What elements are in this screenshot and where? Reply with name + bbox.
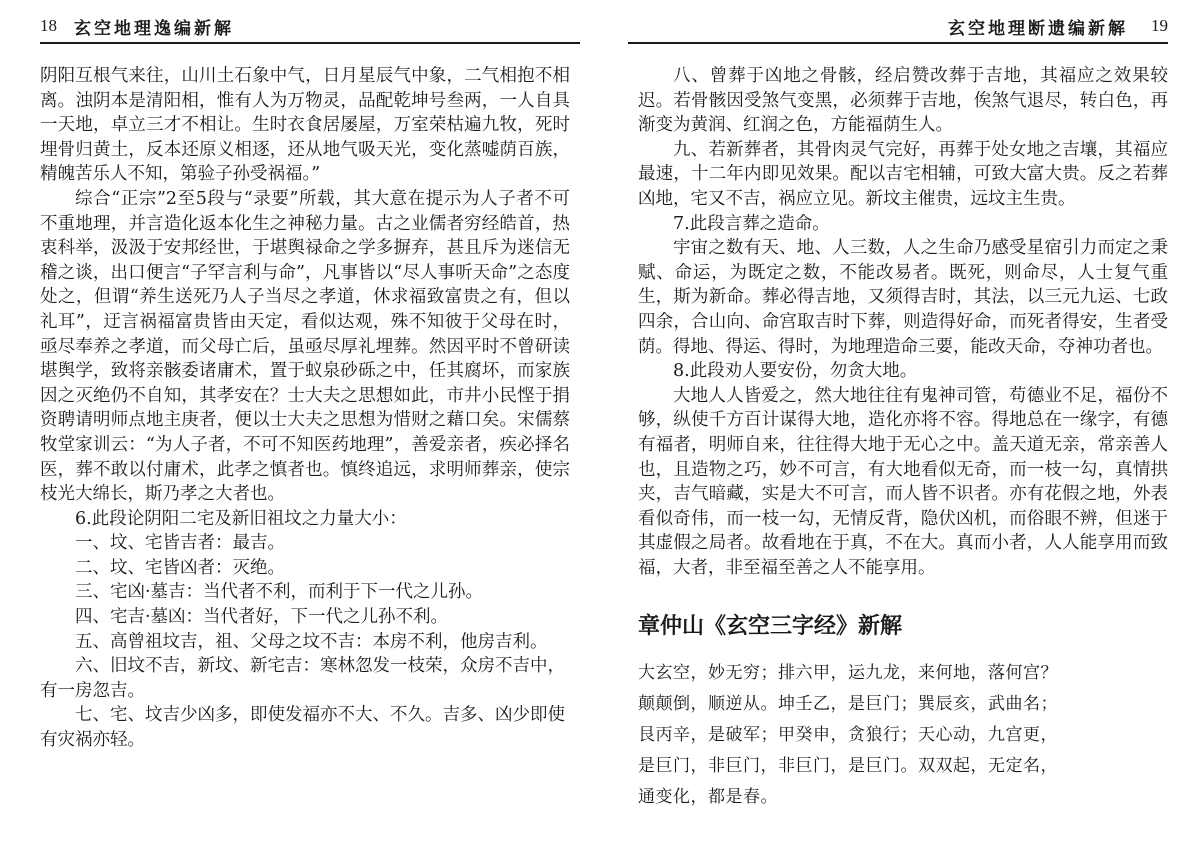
- verse-line: 颠颠倒，顺逆从。坤壬乙，是巨门；巽辰亥，武曲名；: [638, 694, 1058, 715]
- left-page-header: [40, 14, 580, 40]
- paragraph: 九、若新葬者，其骨肉灵气完好，再葬于处女地之吉壤，其福应最速，十二年内即见效果。配以吉宅相辅，可致大富大贵。反之若葬凶地，宅又不吉，祸应立见。新坟主催贵，远坟主生贵。: [638, 139, 1168, 209]
- paragraph: 宇宙之数有天、地、人三数，人之生命乃感受星宿引力而定之秉赋、命运，为既定之数，不能改易者。既死，则命尽，人士复气重生，斯为新命。葬必得吉地，又须得吉时，其法，以三元九运、七政四余，合山向、命宫取吉时下葬，则造得好命，而死者得安，生者受荫。得地、得运、得时，为地理造命三要，能改天命，夺神功者也。: [638, 238, 1168, 357]
- verse-line: 是巨门，非巨门，非巨门，是巨门。双双起，无定名，: [638, 755, 1058, 776]
- list-item: 二、坟、宅皆凶者：灭绝。: [75, 557, 285, 578]
- header-rule: [628, 42, 1168, 44]
- header-rule: [40, 42, 580, 44]
- list-item: 五、高曾祖坟吉，祖、父母之坟不吉：本房不利，他房吉利。: [75, 631, 548, 652]
- right-page-header: [628, 14, 1168, 40]
- list-item: 三、宅凶·墓吉：当代者不利，而利于下一代之儿孙。: [75, 582, 484, 603]
- list-item: 四、宅吉·墓凶：当代者好，下一代之儿孙不利。: [75, 607, 449, 628]
- right-page: [600, 0, 1199, 860]
- paragraph: 综合“正宗”2至5段与“录要”所载，其大意在提示为人子者不可不重地理，并言造化返本化生之神秘力量。古之业儒者穷经皓首，热衷科举，汲汲于安邦经世，于堪舆禄命之学多摒弃，甚且斥为迷信无稽之谈，出口便言“子罕言利与命”，凡事皆以“尽人事听天命”之态度处之，但谓“养生送死乃人子当尽之孝道，休求福致富贵之有，但以礼耳”，迂言祸福富贵皆由天定，看似达观，殊不知彼于父母在时，亟尽奉养之孝道，而父母亡后，虽亟尽厚礼埋葬。然因平时不曾研读堪舆学，致将亲骸委诸庸术，置于蚁泉砂砾之中，任其腐坏，而家族因之灭绝仍不自知，其孝安在？士大夫之思想如此，市井小民悭于捐资聘请明师点地主庚者，便以士大夫之思想为惜财之藉口矣。宋儒蔡牧堂家训云：“为人子者，不可不知医药地理”，善爱亲者，疾必择名医，葬不敢以付庸术，此孝之慎者也。慎终追远，求明师葬亲，使宗枝光大绵长，斯乃孝之大者也。: [40, 188, 570, 505]
- running-title: 玄空地理断遗编新解: [948, 19, 1128, 39]
- verse-line: 通变化，都是春。: [638, 786, 778, 807]
- paragraph: 8.此段劝人要安份，勿贪大地。: [673, 361, 918, 382]
- paragraph: 阴阳互根气来往，山川土石象中气，日月星辰气中象，二气相抱不相离。浊阴本是清阳相，惟有人为万物灵，品配乾坤号叁两，一人自具一天地，卓立三才不相让。生时衣食居屡屋，万室荣枯遍九牧，死时埋骨归黄土，反本还原义相逐，还从地气吸天光，变化蒸嘘荫百族，精魄苦乐人不知，第验子孙受祸福。”: [40, 66, 570, 185]
- paragraph: 7.此段言葬之造命。: [673, 213, 830, 234]
- paragraph: 6.此段论阴阳二宅及新旧祖坟之力量大小：: [75, 508, 407, 529]
- list-item: 六、旧坟不吉，新坟、新宅吉：寒林忽发一枝荣，众房不吉中，有一房忽吉。: [40, 656, 565, 701]
- section-title: 章仲山《玄空三字经》新解: [638, 614, 903, 640]
- left-page-body: [40, 64, 570, 753]
- paragraph: 八、曾葬于凶地之骨骸，经启赞改葬于吉地，其福应之效果较迟。若骨骸因受煞气变黑，必须葬于吉地，俟煞气退尽，转白色，再渐变为黄润、红润之色，方能福荫生人。: [638, 66, 1168, 136]
- list-item: 七、宅、坟吉少凶多，即使发福亦不大、不久。吉多、凶少即使有灾祸亦轻。: [40, 705, 565, 751]
- verse-line: 艮丙辛，是破军；甲癸申，贪狼行；天心动，九宫更，: [638, 725, 1058, 746]
- page-number: 18: [40, 16, 57, 35]
- right-page-body: [638, 64, 1168, 812]
- page-number: 19: [1151, 16, 1168, 35]
- list-item: 一、坟、宅皆吉者：最吉。: [75, 533, 285, 554]
- paragraph: 大地人人皆爱之，然大地往往有鬼神司管，苟德业不足，福份不够，纵使千方百计谋得大地，造化亦将不容。得地总在一缘字，有德有福者，明师自来，往往得大地于无心之中。盖天道无亲，常亲善人也，且造物之巧，妙不可言，有大地看似无奇，而一枝一勾，真情拱夹，吉气暗藏，实是大不可言，而人皆不识者。亦有花假之地，外表看似奇伟，而一枝一勾，无情反背，隐伏凶机，而俗眼不辨，但迷于其虚假之局者。故看地在于真，不在大。真而小者，人人能享用而致福，大者，非至福至善之人不能享用。: [638, 385, 1168, 578]
- running-title: 玄空地理逸编新解: [74, 19, 234, 39]
- verse-line: 大玄空，妙无穷；排六甲，运九龙，来何地，落何宫？: [638, 663, 1058, 684]
